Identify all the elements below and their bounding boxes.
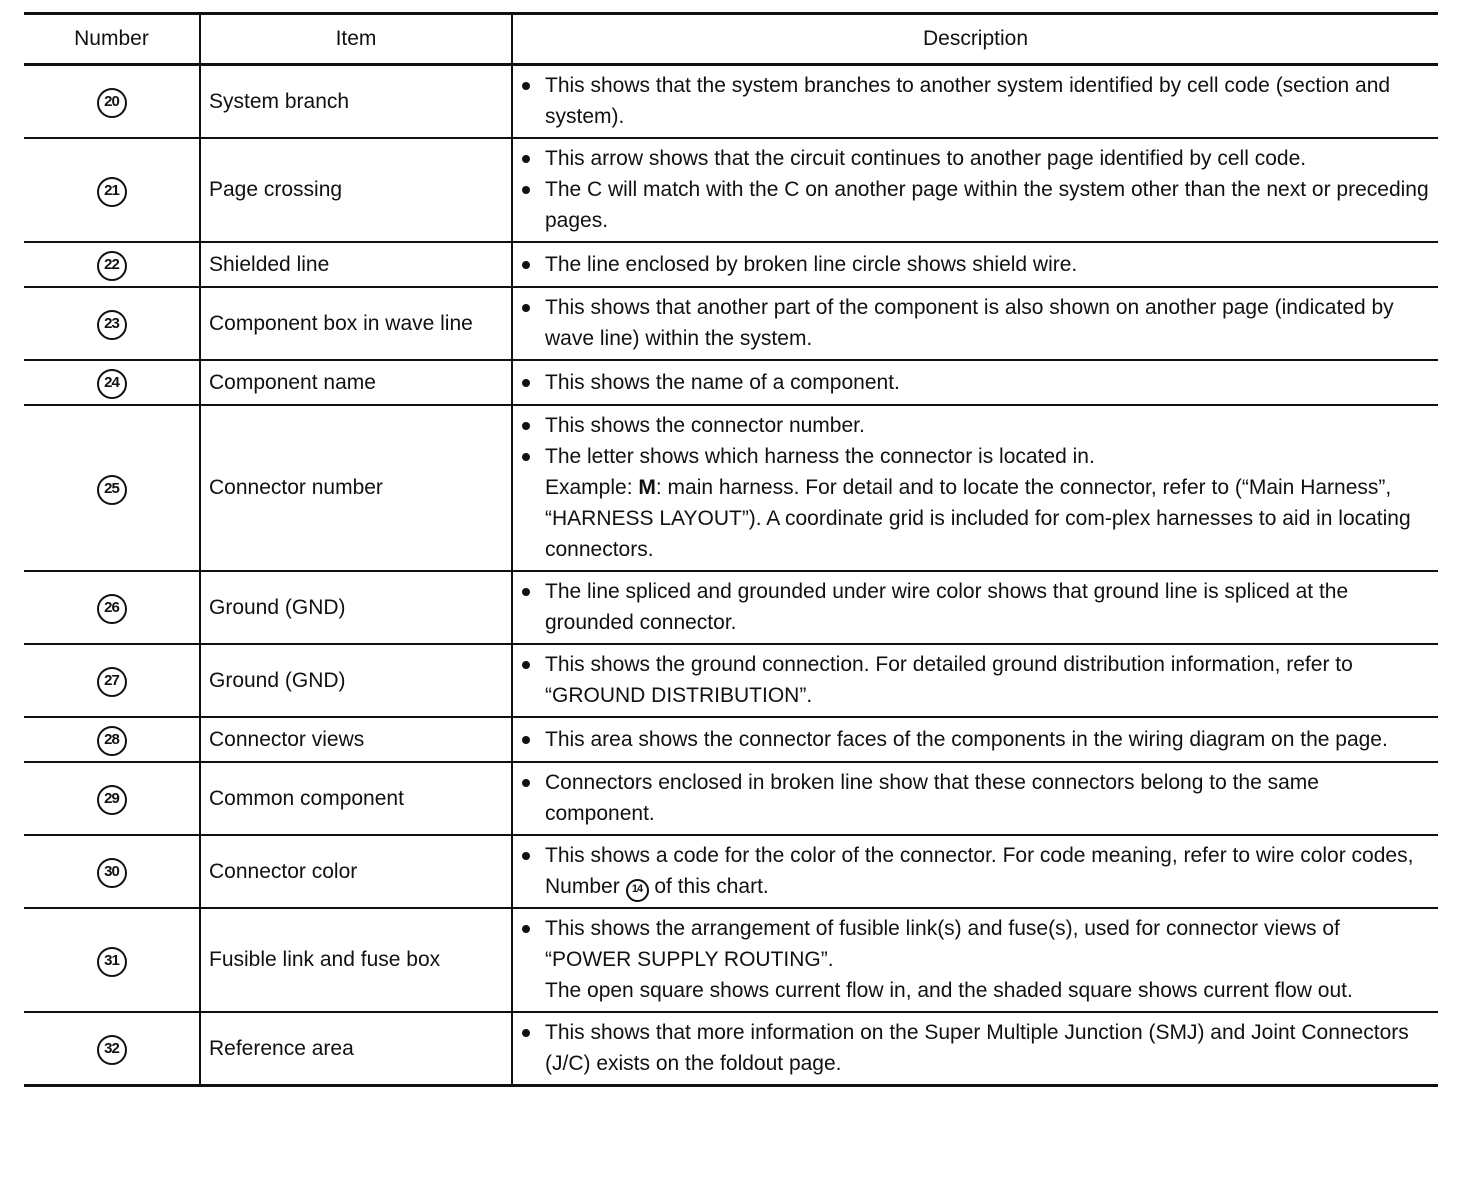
item-cell: Connector number bbox=[200, 405, 512, 571]
circled-number: 31 bbox=[97, 947, 127, 977]
bullet-text: Connectors enclosed in broken line show that these connectors belong to the same component. bbox=[521, 767, 1430, 829]
number-cell bbox=[24, 360, 200, 405]
item-cell: System branch bbox=[200, 65, 512, 139]
bullet-text: The line spliced and grounded under wire color shows that ground line is spliced at the grounded connector. bbox=[521, 576, 1430, 638]
description-cell bbox=[512, 360, 1438, 405]
table-row bbox=[24, 908, 1438, 1012]
header-item: Item bbox=[200, 14, 512, 65]
desc-text-before: This shows a code for the color of the connector. For code meaning, refer to wire color codes, Number bbox=[545, 844, 1414, 898]
bullet-text: This area shows the connector faces of the components in the wiring diagram on the page. bbox=[521, 724, 1430, 755]
number-cell bbox=[24, 762, 200, 835]
bullet-text: The line enclosed by broken line circle shows shield wire. bbox=[521, 249, 1430, 280]
item-cell: Shielded line bbox=[200, 242, 512, 287]
example-body: : main harness. For detail and to locate the connector, refer to (“Main Harness”, “HARNESS LAYOUT”). A coordinate grid is included for com-plex harnesses to aid in locating connectors. bbox=[545, 476, 1411, 561]
table-row bbox=[24, 138, 1438, 242]
description-cell bbox=[512, 835, 1438, 908]
number-cell bbox=[24, 644, 200, 717]
description-cell bbox=[512, 138, 1438, 242]
header-description: Description bbox=[512, 14, 1438, 65]
table-row bbox=[24, 717, 1438, 762]
circled-number: 24 bbox=[97, 369, 127, 399]
description-cell bbox=[512, 287, 1438, 360]
circled-reference-number: 14 bbox=[626, 879, 649, 902]
circled-number: 30 bbox=[97, 858, 127, 888]
bullet-text: The letter shows which harness the connector is located in. bbox=[521, 441, 1430, 472]
table-row bbox=[24, 360, 1438, 405]
circled-number: 29 bbox=[97, 785, 127, 815]
continuation-text: The open square shows current flow in, and the shaded square shows current flow out. bbox=[545, 979, 1353, 1002]
bullet-text: This arrow shows that the circuit continues to another page identified by cell code. bbox=[521, 143, 1430, 174]
bullet-text: This shows the connector number. bbox=[521, 410, 1430, 441]
circled-number: 20 bbox=[97, 88, 127, 118]
table-row bbox=[24, 762, 1438, 835]
description-cell bbox=[512, 762, 1438, 835]
number-cell bbox=[24, 908, 200, 1012]
example-letter: M bbox=[638, 476, 656, 499]
reference-sheet bbox=[24, 12, 1438, 1087]
symbol-legend-table bbox=[24, 12, 1438, 1087]
desc-text-after: of this chart. bbox=[648, 875, 769, 898]
item-cell: Fusible link and fuse box bbox=[200, 908, 512, 1012]
description-cell bbox=[512, 908, 1438, 1012]
description-cell bbox=[512, 1012, 1438, 1086]
bullet-text: This shows the arrangement of fusible link(s) and fuse(s), used for connector views of “POWER SUPPLY ROUTING”. bbox=[521, 913, 1430, 975]
number-cell bbox=[24, 138, 200, 242]
item-cell: Connector views bbox=[200, 717, 512, 762]
description-cell bbox=[512, 65, 1438, 139]
table-row bbox=[24, 242, 1438, 287]
circled-number: 26 bbox=[97, 594, 127, 624]
example-prefix: Example: bbox=[545, 476, 639, 499]
item-cell: Connector color bbox=[200, 835, 512, 908]
description-cell bbox=[512, 644, 1438, 717]
item-cell: Page crossing bbox=[200, 138, 512, 242]
bullet-text: This shows that more information on the Super Multiple Junction (SMJ) and Joint Connectors (J/C) exists on the foldout page. bbox=[521, 1017, 1430, 1079]
item-cell: Reference area bbox=[200, 1012, 512, 1086]
description-cell bbox=[512, 717, 1438, 762]
circled-number: 25 bbox=[97, 475, 127, 505]
item-cell: Ground (GND) bbox=[200, 571, 512, 644]
bullet-text: This shows the name of a component. bbox=[521, 367, 1430, 398]
table-row bbox=[24, 571, 1438, 644]
circled-number: 23 bbox=[97, 310, 127, 340]
number-cell bbox=[24, 65, 200, 139]
circled-number: 21 bbox=[97, 177, 127, 207]
bullet-text: This shows that the system branches to another system identified by cell code (section and system). bbox=[521, 70, 1430, 132]
number-cell bbox=[24, 287, 200, 360]
table-row bbox=[24, 65, 1438, 139]
item-cell: Component box in wave line bbox=[200, 287, 512, 360]
item-cell: Common component bbox=[200, 762, 512, 835]
table-row bbox=[24, 287, 1438, 360]
description-cell bbox=[512, 405, 1438, 571]
bullet-text: This shows the ground connection. For detailed ground distribution information, refer to “GROUND DISTRIBUTION”. bbox=[521, 649, 1430, 711]
table-row bbox=[24, 835, 1438, 908]
header-number: Number bbox=[24, 14, 200, 65]
number-cell bbox=[24, 571, 200, 644]
number-cell bbox=[24, 242, 200, 287]
number-cell bbox=[24, 405, 200, 571]
number-cell bbox=[24, 717, 200, 762]
circled-number: 28 bbox=[97, 726, 127, 756]
header-row bbox=[24, 14, 1438, 65]
number-cell bbox=[24, 835, 200, 908]
circled-number: 32 bbox=[97, 1035, 127, 1065]
bullet-text: This shows that another part of the component is also shown on another page (indicated by wave line) within the system. bbox=[521, 292, 1430, 354]
number-cell bbox=[24, 1012, 200, 1086]
bullet-text: The C will match with the C on another page within the system other than the next or preceding pages. bbox=[521, 174, 1430, 236]
description-cell bbox=[512, 571, 1438, 644]
description-cell bbox=[512, 242, 1438, 287]
table-row bbox=[24, 405, 1438, 571]
item-cell: Ground (GND) bbox=[200, 644, 512, 717]
table-row bbox=[24, 1012, 1438, 1086]
circled-number: 27 bbox=[97, 667, 127, 697]
circled-number: 22 bbox=[97, 251, 127, 281]
item-cell: Component name bbox=[200, 360, 512, 405]
bullet-text bbox=[521, 840, 1430, 902]
table-row bbox=[24, 644, 1438, 717]
example-text bbox=[521, 472, 1430, 565]
